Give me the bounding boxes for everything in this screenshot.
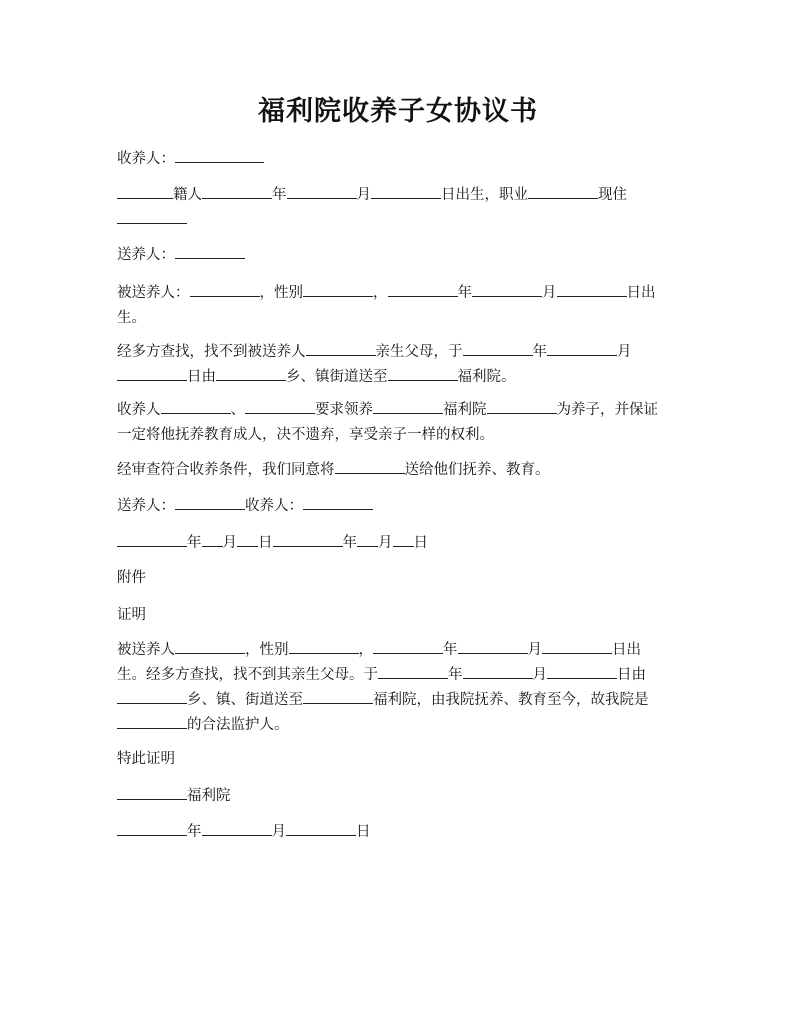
text: 年 (272, 187, 287, 203)
adoptee-line (117, 281, 687, 306)
text: 证明 (117, 607, 146, 623)
blank (547, 663, 617, 679)
text: 福利院，由我院抚养、教育至今，故我院是 (373, 692, 649, 708)
text: 年 (532, 344, 547, 360)
blank (373, 638, 443, 654)
blank (303, 688, 373, 704)
blank (458, 638, 528, 654)
text: ，性别 (245, 642, 289, 658)
blank (357, 531, 378, 547)
blank (117, 531, 187, 547)
text: 日由 (617, 667, 646, 683)
blank (117, 688, 187, 704)
blank (472, 281, 542, 297)
text: 福利院。 (457, 369, 516, 385)
blank (117, 784, 187, 800)
text: 送养人： (117, 498, 175, 514)
text: 经审查符合收养条件，我们同意将 (117, 462, 335, 478)
blank (202, 531, 223, 547)
text: 日出 (626, 285, 656, 301)
text: 乡、镇街道送至 (286, 369, 388, 385)
blank (547, 340, 617, 356)
blank (245, 398, 315, 414)
search-paragraph (117, 340, 687, 365)
text: 月 (356, 187, 371, 203)
blank (175, 494, 245, 510)
blank (487, 398, 557, 414)
certificate-paragraph-line4 (117, 713, 687, 738)
institution-signature (117, 784, 687, 809)
certificate-paragraph-line2 (117, 663, 687, 688)
text: 被送养人 (117, 642, 175, 658)
blank (373, 398, 443, 414)
final-date-line (117, 820, 687, 845)
search-paragraph-cont (117, 365, 687, 390)
text: 日由 (187, 369, 216, 385)
blank (463, 340, 533, 356)
blank (289, 638, 359, 654)
blank (528, 183, 598, 199)
blank (286, 820, 356, 836)
text: 的合法监护人。 (187, 717, 289, 733)
blank (378, 663, 448, 679)
text: 福利院 (443, 402, 487, 418)
text: 收养人： (245, 498, 303, 514)
blank (190, 281, 260, 297)
text: 月 (271, 824, 286, 840)
adopter-origin-line (117, 183, 687, 208)
blank (175, 147, 264, 163)
blank (463, 663, 533, 679)
text: 月 (527, 642, 542, 658)
adopter-label: 收养人： (117, 151, 175, 167)
blank (216, 365, 286, 381)
adopter-line (117, 147, 687, 172)
text: 为养子，并保证 (556, 402, 658, 418)
text: 特此证明 (117, 751, 175, 767)
text: 年 (342, 535, 357, 551)
blank (393, 531, 414, 547)
text: 月 (542, 285, 557, 301)
text: 经多方查找，找不到被送养人 (117, 344, 306, 360)
blank (117, 820, 187, 836)
blank (306, 340, 376, 356)
text: 要求领养 (315, 402, 373, 418)
text: 现住 (598, 187, 627, 203)
blank (287, 183, 357, 199)
text: 被送养人： (117, 285, 190, 301)
text: 月 (222, 535, 237, 551)
blank (117, 713, 187, 729)
text: 籍人 (173, 187, 202, 203)
blank (303, 494, 373, 510)
text: 月 (378, 535, 393, 551)
text: 日出 (612, 642, 641, 658)
blank (175, 638, 245, 654)
blank (161, 398, 231, 414)
adopter-origin-line-cont (117, 208, 687, 233)
blank (117, 208, 187, 224)
blank (202, 183, 272, 199)
blank (542, 638, 612, 654)
blank (371, 183, 441, 199)
hereby-certify (117, 747, 687, 772)
sender-line (117, 243, 687, 268)
sender-label: 送养人： (117, 247, 175, 263)
text: 日 (356, 824, 371, 840)
text: 年 (187, 535, 202, 551)
adoptee-line-cont (117, 306, 687, 331)
text: 收养人 (117, 402, 161, 418)
blank (335, 458, 405, 474)
approve-paragraph (117, 458, 687, 483)
certificate-paragraph-line3 (117, 688, 687, 713)
blank (117, 365, 187, 381)
blank (303, 281, 373, 297)
text: 乡、镇、街道送至 (187, 692, 303, 708)
text: 日 (413, 535, 428, 551)
text: 年 (187, 824, 202, 840)
blank (388, 281, 458, 297)
text: 、 (230, 402, 245, 418)
text: 日 (258, 535, 273, 551)
text: 一定将他抚养教育成人，决不遗弃，享受亲子一样的权利。 (117, 427, 494, 443)
request-paragraph-cont (117, 423, 687, 448)
attachment-heading (117, 566, 687, 591)
request-paragraph (117, 398, 687, 423)
text: 送给他们抚养、教育。 (404, 462, 550, 478)
text: 生。 (117, 310, 146, 326)
text: 日出生，职业 (441, 187, 528, 203)
text: 年 (457, 285, 472, 301)
certificate-heading (117, 603, 687, 628)
date-line (117, 531, 687, 556)
blank (202, 820, 272, 836)
text: 附件 (117, 570, 146, 586)
blank (557, 281, 627, 297)
blank (175, 243, 245, 259)
blank (237, 531, 258, 547)
certificate-paragraph (117, 638, 687, 663)
text: ， (358, 642, 373, 658)
text: 年 (448, 667, 463, 683)
signature-line (117, 494, 687, 519)
text: ， (373, 285, 388, 301)
text: 生。经多方查找，找不到其亲生父母。于 (117, 667, 378, 683)
document-title: 福利院收养子女协议书 (258, 96, 538, 127)
text: 福利院 (187, 788, 231, 804)
blank (273, 531, 343, 547)
text: 年 (443, 642, 458, 658)
text: ，性别 (259, 285, 303, 301)
text: 月 (532, 667, 547, 683)
blank (388, 365, 458, 381)
text: 亲生父母，于 (375, 344, 463, 360)
blank (117, 183, 173, 199)
text: 月 (617, 344, 632, 360)
